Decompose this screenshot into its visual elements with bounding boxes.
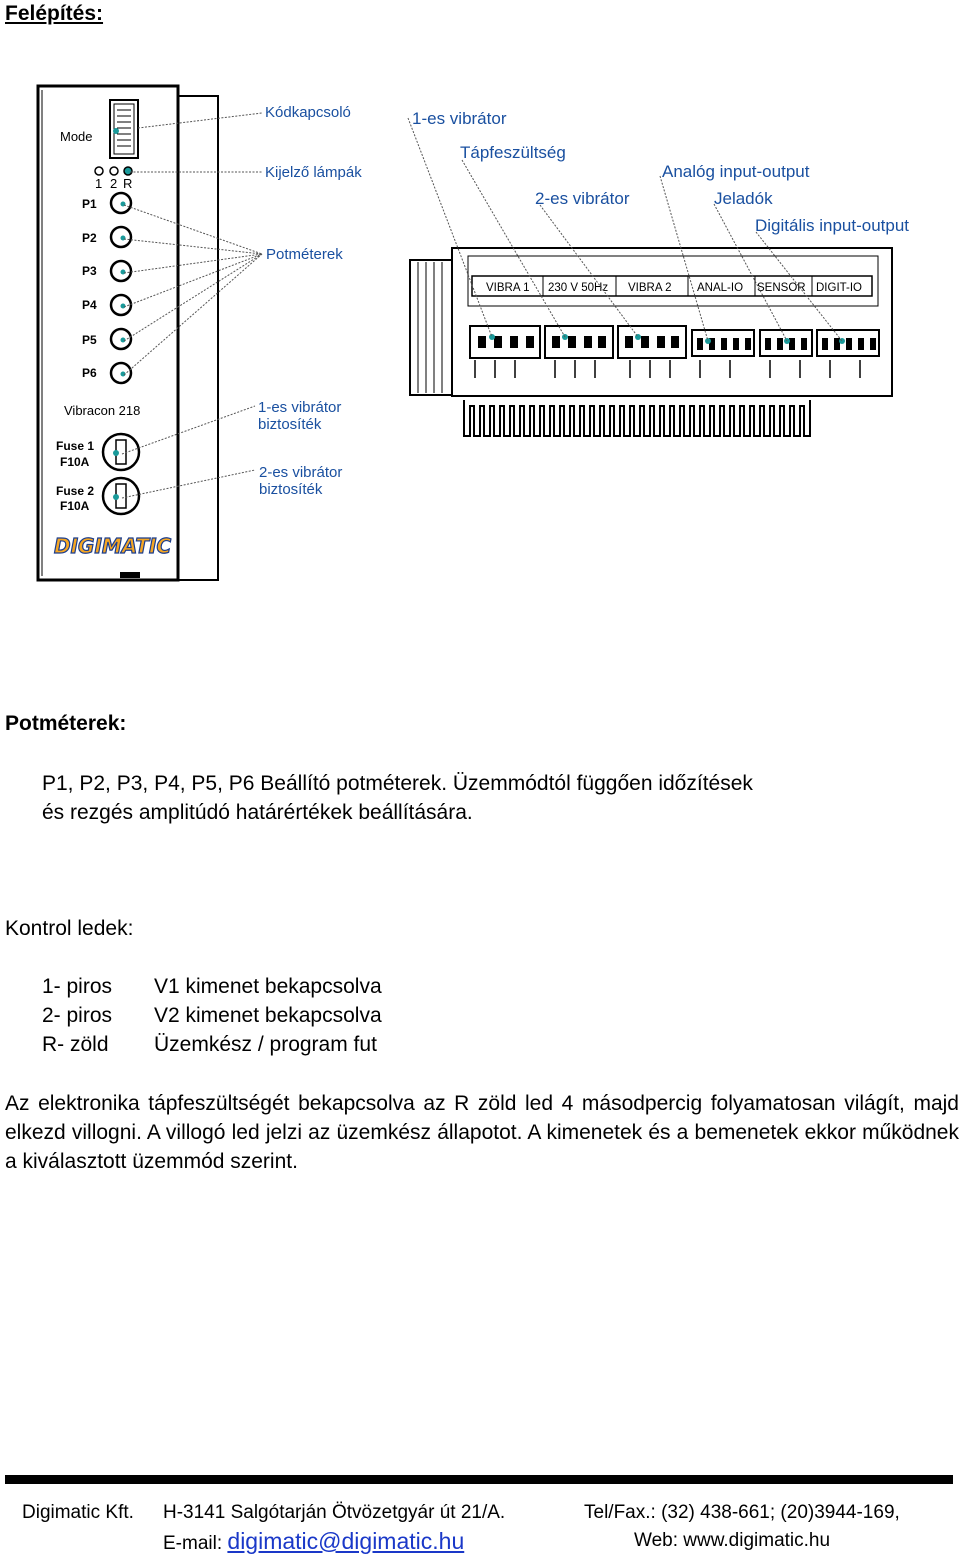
callout-analog: Analóg input-output [662, 162, 810, 181]
section-title-potmeterek: Potméterek: [5, 712, 127, 735]
footer-divider [5, 1475, 953, 1484]
led-value: Üzemkész / program fut [154, 1033, 377, 1056]
device-diagram [0, 70, 960, 590]
led-row [42, 1001, 382, 1030]
callout-fuse2-line2: biztosíték [259, 481, 323, 498]
callout-jeladok: Jeladók [714, 189, 773, 208]
pot-label-p1: P1 [82, 197, 97, 211]
footer-company: Digimatic Kft. [22, 1502, 134, 1523]
pot-label-p5: P5 [82, 333, 97, 347]
page-heading: Felépítés: [5, 2, 104, 25]
fuse1-rating: F10A [60, 455, 90, 469]
fuse-holder-icon [103, 434, 139, 514]
front-panel [38, 86, 218, 580]
strip-label-anal-io: ANAL-IO [697, 282, 744, 294]
led-key: R- zöld [42, 1033, 109, 1056]
callout-digitalis: Digitális input-output [755, 216, 910, 235]
potmeterek-line2: és rezgés amplitúdó határértékek beállítására. [42, 801, 473, 824]
pot-knob-icon [111, 193, 131, 383]
strip-label-230v: 230 V 50Hz [548, 282, 609, 294]
strip-label-vibra2: VIBRA 2 [628, 282, 672, 294]
fuse2-label: Fuse 2 [56, 484, 95, 498]
dip-switch-icon [110, 100, 138, 158]
strip-label-vibra1: VIBRA 1 [486, 282, 530, 294]
potmeterek-text [42, 769, 942, 827]
callout-kijelzo: Kijelző lámpák [265, 164, 362, 181]
footer-email-link[interactable]: digimatic@digimatic.hu [227, 1528, 465, 1554]
footer-address: H-3141 Salgótarján Ötvözetgyár út 21/A. [163, 1502, 506, 1523]
led-value: V1 kimenet bekapcsolva [154, 975, 382, 998]
fuse2-rating: F10A [60, 499, 90, 513]
footer-email [163, 1527, 464, 1558]
ledek-paragraph: Az elektronika tápfeszültségét bekapcsolva az R zöld led 4 másodpercig folyamatosan világít, majd elkezd villogni. A villogó led jelzi az üzemkész állapotot. A kimenetek és a bemenetek ekkor működnek a kiválasztott üzemmód szerint. [5, 1092, 959, 1173]
digimatic-logo: DIGIMATIC [54, 534, 172, 558]
led-table [42, 972, 382, 1059]
pot-label-p2: P2 [82, 231, 97, 245]
fuse1-label: Fuse 1 [56, 439, 95, 453]
led-row [42, 972, 382, 1001]
heat-sink [464, 400, 810, 436]
strip-label-sensor: SENSOR [757, 282, 806, 294]
led-label-2: 2 [110, 176, 118, 191]
potentiometers [82, 193, 131, 383]
terminal-connectors [470, 326, 879, 358]
led-label-r: R [123, 176, 133, 191]
potmeterek-line1: P1, P2, P3, P4, P5, P6 Beállító potméterek. Üzemmódtól függően időzítések [42, 772, 753, 795]
pot-label-p6: P6 [82, 366, 97, 380]
footer-web[interactable]: Web: www.digimatic.hu [634, 1530, 831, 1551]
led-label-1: 1 [95, 176, 103, 191]
led-key: 2- piros [42, 1004, 113, 1027]
callout-fuse1-line1: 1-es vibrátor [258, 399, 342, 416]
led-key: 1- piros [42, 975, 113, 998]
footer-email-label: E-mail: [163, 1533, 223, 1554]
callout-tapfesz: Tápfeszültség [460, 143, 566, 162]
led-indicators [95, 167, 132, 175]
pot-label-p3: P3 [82, 264, 97, 278]
led-value: V2 kimenet bekapcsolva [154, 1004, 382, 1027]
callout-kodkapcsolo: Kódkapcsoló [265, 104, 351, 121]
strip-label-digit-io: DIGIT-IO [816, 282, 862, 294]
model-label: Vibracon 218 [64, 403, 141, 418]
footer-phone: Tel/Fax.: (32) 438-661; (20)3944-169, [584, 1502, 900, 1523]
callout-fuse1-line2: biztosíték [258, 416, 322, 433]
mode-label: Mode [60, 129, 93, 144]
unit-top-view [410, 248, 892, 436]
callout-fuse2-line1: 2-es vibrátor [259, 464, 343, 481]
callout-vibrator2: 2-es vibrátor [535, 189, 630, 208]
callout-potmeterek: Potméterek [266, 246, 343, 263]
led-row [42, 1030, 382, 1059]
pot-label-p4: P4 [82, 298, 97, 312]
callout-vibrator1: 1-es vibrátor [412, 109, 507, 128]
section-title-ledek: Kontrol ledek: [5, 917, 134, 940]
